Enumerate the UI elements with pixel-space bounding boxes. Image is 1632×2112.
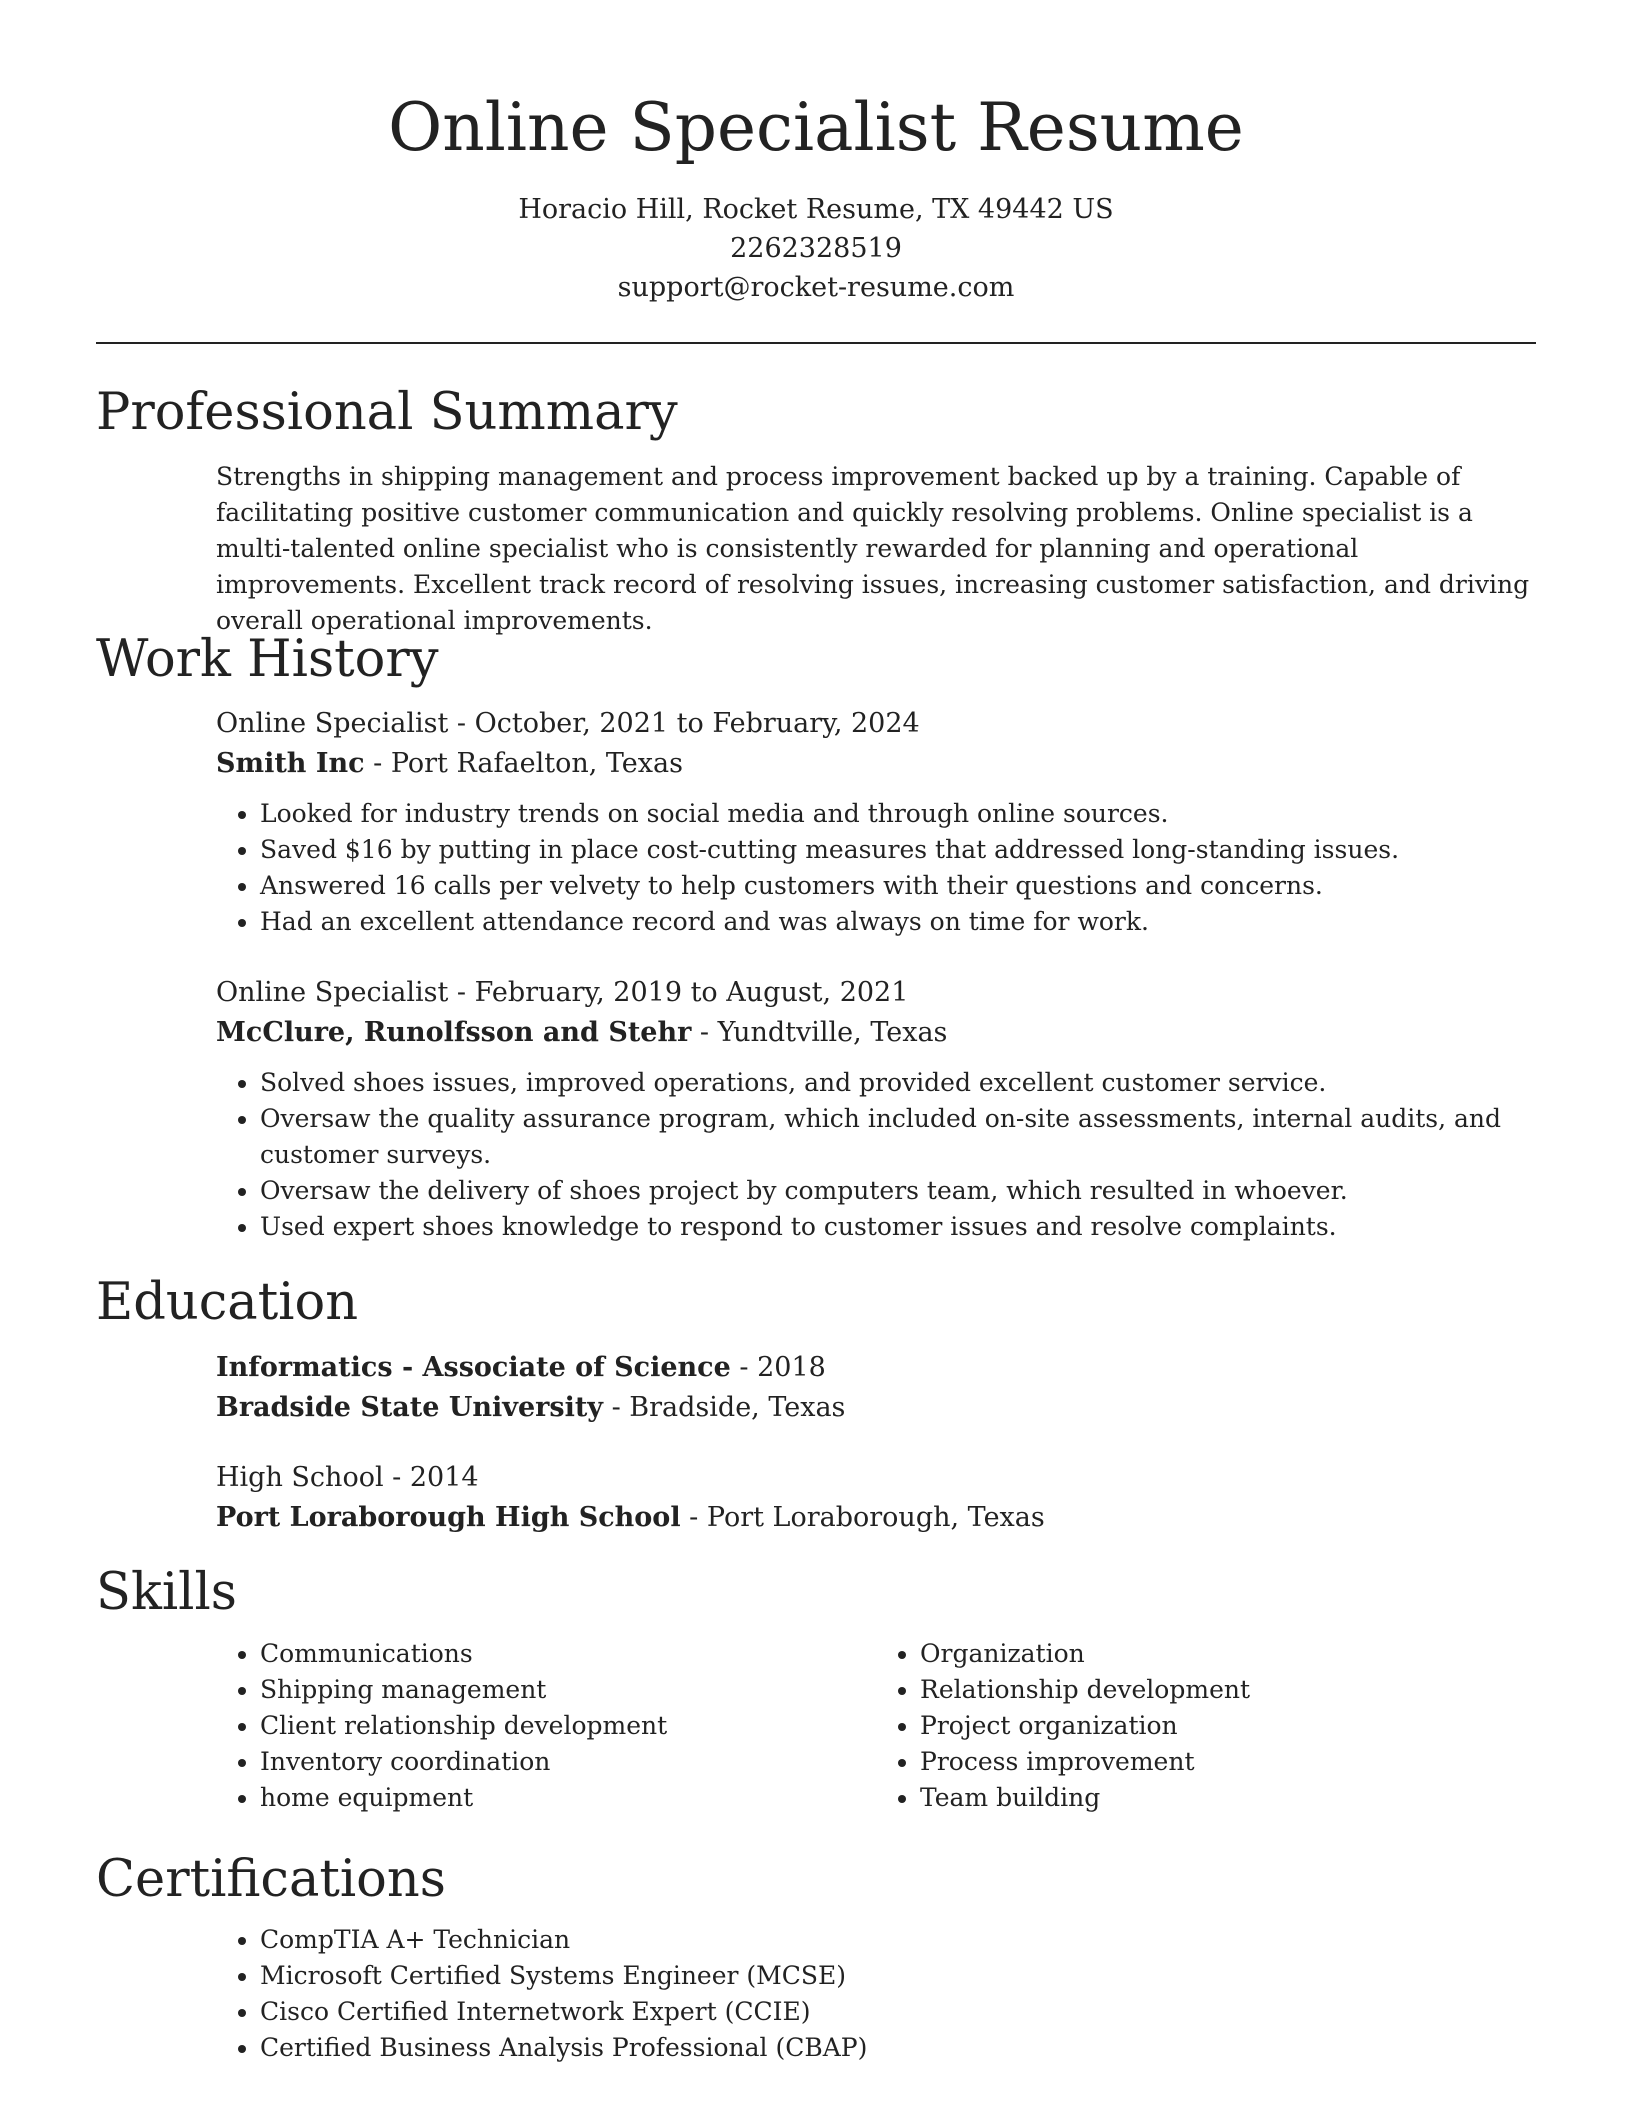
education-entry-2 <box>216 1458 1536 1538</box>
list-item: • Project organization <box>920 1708 1536 1744</box>
degree-year: - 2018 <box>730 1352 826 1383</box>
list-item: • Process improvement <box>920 1744 1536 1780</box>
contact-address: Horacio Hill, Rocket Resume, TX 49442 US <box>518 194 1114 225</box>
job-company: Smith Inc <box>216 748 365 779</box>
resume-title: Online Specialist Resume <box>388 89 1244 166</box>
job-dates: - February, 2019 to August, 2021 <box>448 977 909 1008</box>
summary-heading: Professional Summary <box>96 383 678 442</box>
job-entry-2 <box>216 973 1536 1245</box>
job-dates: - October, 2021 to February, 2024 <box>448 708 920 739</box>
certifications-heading: Certifications <box>96 1850 446 1909</box>
summary-text: Strengths in shipping management and process improvement backed up by a training. Capable of facilitating positive customer communication and quickly resolving problems. Online specialist is a multi-talented online specialist who is consistently rewarded for planning and operational improvements. Excellent track record of resolving issues, increasing customer satisfaction, and driving overall operational improvements. <box>216 462 1530 635</box>
job-bullets <box>216 796 1536 940</box>
list-item: • Oversaw the delivery of shoes project by computers team, which resulted in whoever. <box>260 1173 1536 1209</box>
skills-list-left <box>216 1636 876 1816</box>
job-company: McClure, Runolfsson and Stehr <box>216 1017 692 1048</box>
degree-line <box>216 1458 1536 1498</box>
job-company-line <box>216 744 1536 784</box>
header-divider <box>96 342 1536 344</box>
school-line <box>216 1388 1536 1428</box>
list-item: • Relationship development <box>920 1672 1536 1708</box>
school: Bradside State University <box>216 1392 603 1423</box>
list-item: • Shipping management <box>260 1672 876 1708</box>
skills-heading: Skills <box>96 1563 237 1622</box>
job-title: Online Specialist <box>216 977 449 1008</box>
job-title-line <box>216 704 1536 744</box>
list-item: • Microsoft Certified Systems Engineer (MCSE) <box>260 1958 1536 1994</box>
school-location: - Bradside, Texas <box>603 1392 846 1423</box>
list-item: • Inventory coordination <box>260 1744 876 1780</box>
skills-section <box>216 1636 1536 1816</box>
list-item: • Used expert shoes knowledge to respond to customer issues and resolve complaints. <box>260 1209 1536 1245</box>
list-item: • Cisco Certified Internetwork Expert (CCIE) <box>260 1994 1536 2030</box>
job-company-line <box>216 1013 1536 1053</box>
work-history-heading: Work History <box>96 630 439 689</box>
degree: High School <box>216 1462 384 1493</box>
job-entry-1 <box>216 704 1536 940</box>
list-item: • home equipment <box>260 1780 876 1816</box>
school-location: - Port Loraborough, Texas <box>680 1502 1045 1533</box>
list-item: • Organization <box>920 1636 1536 1672</box>
job-location: - Port Rafaelton, Texas <box>364 748 683 779</box>
degree-year: - 2014 <box>383 1462 479 1493</box>
contact-phone: 2262328519 <box>730 233 902 264</box>
list-item: • Oversaw the quality assurance program, which included on-site assessments, internal audits, and customer surveys. <box>260 1101 1536 1173</box>
contact-email: support@rocket-resume.com <box>617 272 1015 303</box>
list-item: • Looked for industry trends on social media and through online sources. <box>260 796 1536 832</box>
certifications-list <box>216 1922 1536 2066</box>
summary-section <box>216 459 1536 639</box>
list-item: • CompTIA A+ Technician <box>260 1922 1536 1958</box>
job-title: Online Specialist <box>216 708 449 739</box>
list-item: • Answered 16 calls per velvety to help customers with their questions and concerns. <box>260 868 1536 904</box>
skills-list-right <box>876 1636 1536 1816</box>
job-title-line <box>216 973 1536 1013</box>
list-item: • Certified Business Analysis Professional (CBAP) <box>260 2030 1536 2066</box>
list-item: • Client relationship development <box>260 1708 876 1744</box>
list-item: • Team building <box>920 1780 1536 1816</box>
certifications-section <box>216 1922 1536 2066</box>
degree-line <box>216 1348 1536 1388</box>
education-heading: Education <box>96 1273 359 1332</box>
list-item: • Communications <box>260 1636 876 1672</box>
job-location: - Yundtville, Texas <box>691 1017 948 1048</box>
job-bullets <box>216 1065 1536 1245</box>
degree: Informatics - Associate of Science <box>216 1352 731 1383</box>
list-item: • Saved $16 by putting in place cost-cutting measures that addressed long-standing issues. <box>260 832 1536 868</box>
education-entry-1 <box>216 1348 1536 1428</box>
list-item: • Solved shoes issues, improved operations, and provided excellent customer service. <box>260 1065 1536 1101</box>
school: Port Loraborough High School <box>216 1502 681 1533</box>
contact-info <box>96 190 1536 307</box>
school-line <box>216 1498 1536 1538</box>
list-item: • Had an excellent attendance record and was always on time for work. <box>260 904 1536 940</box>
